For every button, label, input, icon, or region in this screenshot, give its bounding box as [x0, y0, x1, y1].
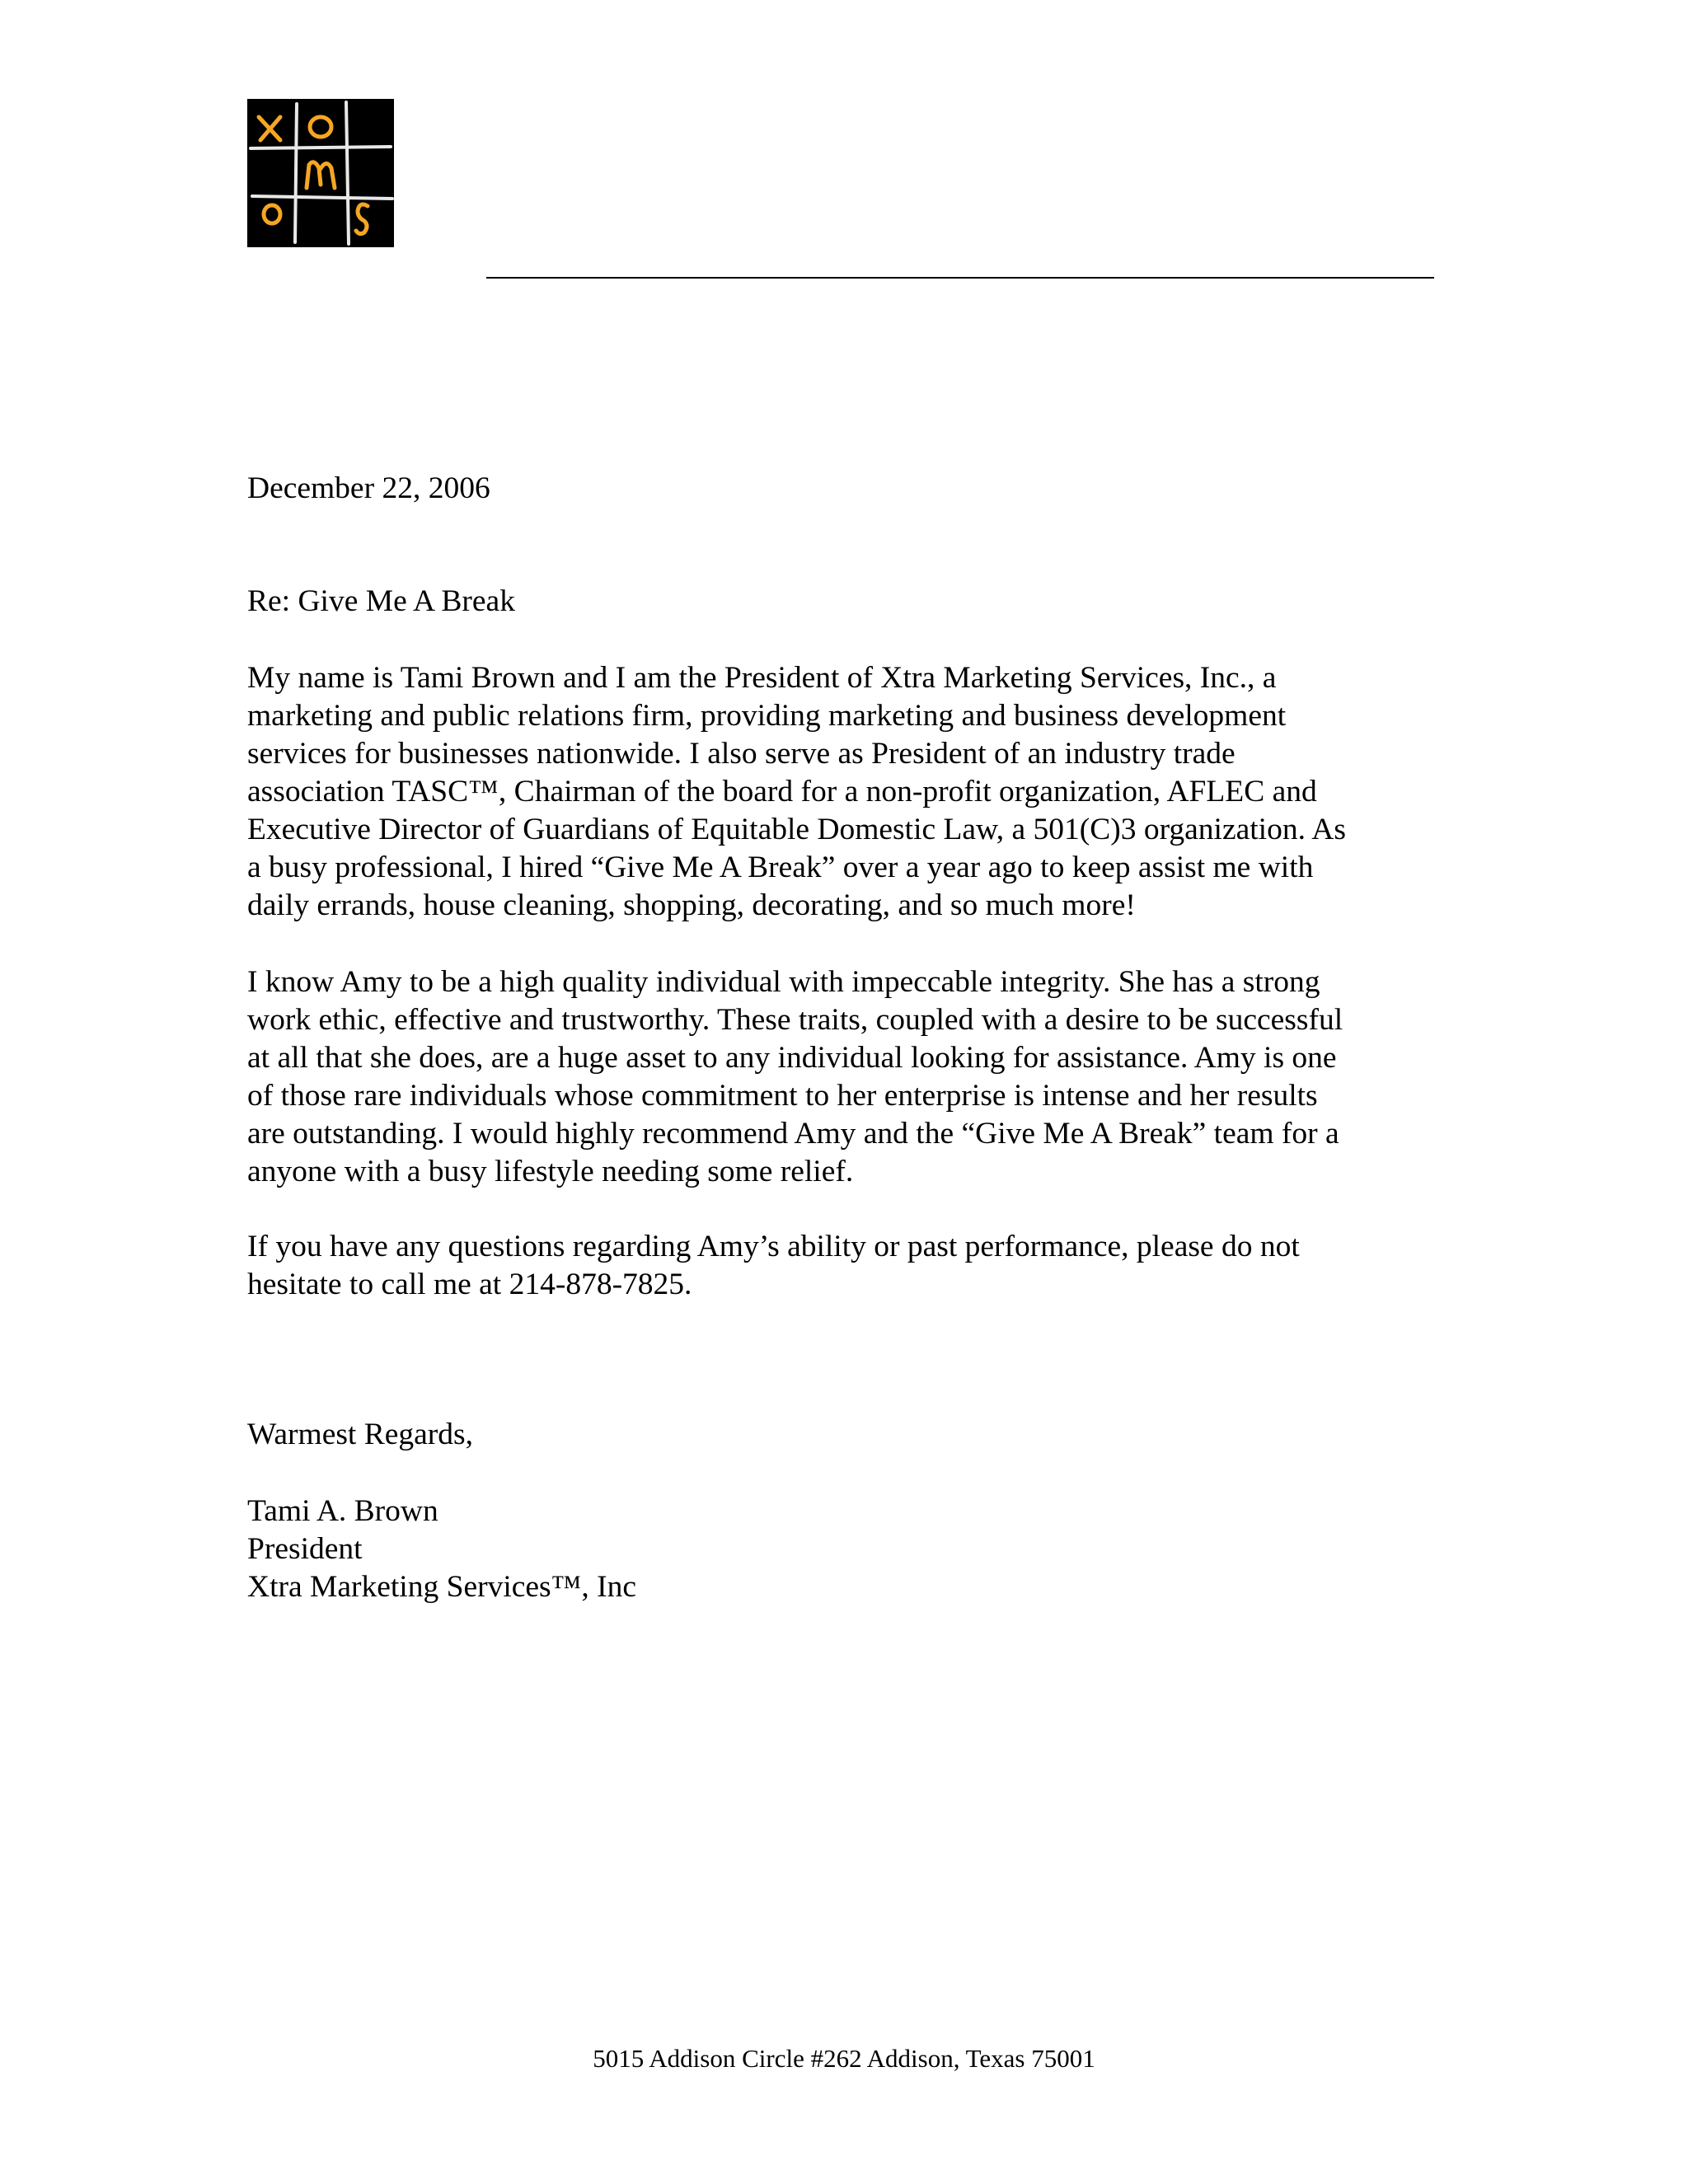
signature-title: President [247, 1532, 363, 1566]
paragraph-line: daily errands, house cleaning, shopping, decorating, and so much more! [247, 888, 1136, 922]
paragraph-line: services for businesses nationwide. I also serve as President of an industry trade [247, 737, 1236, 771]
paragraph-line: are outstanding. I would highly recommend Amy and the “Give Me A Break” team for a [247, 1117, 1339, 1151]
signature-block [247, 1493, 636, 1606]
paragraph-line: a busy professional, I hired “Give Me A Break” over a year ago to keep assist me with [247, 851, 1314, 884]
letter-closing: Warmest Regards, [247, 1418, 473, 1451]
logo-graphic [247, 99, 394, 247]
paragraph-line: of those rare individuals whose commitment to her enterprise is intense and her results [247, 1079, 1318, 1113]
paragraph-line: association TASC™, Chairman of the board for a non-profit organization, AFLEC and [247, 775, 1317, 808]
paragraph-line: I know Amy to be a high quality individual with impeccable integrity. She has a strong [247, 965, 1320, 999]
letter-date: December 22, 2006 [247, 471, 490, 505]
letter-paragraph [247, 1228, 1300, 1304]
header-rule [486, 277, 1434, 279]
paragraph-line: hesitate to call me at 214-878-7825. [247, 1268, 692, 1301]
signature-company: Xtra Marketing Services™, Inc [247, 1570, 637, 1604]
paragraph-line: work ethic, effective and trustworthy. These traits, coupled with a desire to be successful [247, 1003, 1343, 1037]
letter-subject: Re: Give Me A Break [247, 584, 515, 618]
paragraph-line: anyone with a busy lifestyle needing some relief. [247, 1155, 854, 1188]
company-logo [247, 99, 394, 247]
paragraph-line: at all that she does, are a huge asset to any individual looking for assistance. Amy is one [247, 1041, 1337, 1075]
paragraph-line: Executive Director of Guardians of Equitable Domestic Law, a 501(C)3 organization. As [247, 813, 1346, 846]
letter-paragraph [247, 659, 1346, 925]
signature-name: Tami A. Brown [247, 1494, 438, 1528]
footer-address: 5015 Addison Circle #262 Addison, Texas 75001 [593, 2044, 1095, 2073]
letter-paragraph [247, 963, 1343, 1191]
paragraph-line: My name is Tami Brown and I am the President of Xtra Marketing Services, Inc., a [247, 661, 1277, 695]
paragraph-line: marketing and public relations firm, providing marketing and business development [247, 699, 1287, 733]
paragraph-line: If you have any questions regarding Amy’s ability or past performance, please do not [247, 1230, 1300, 1263]
